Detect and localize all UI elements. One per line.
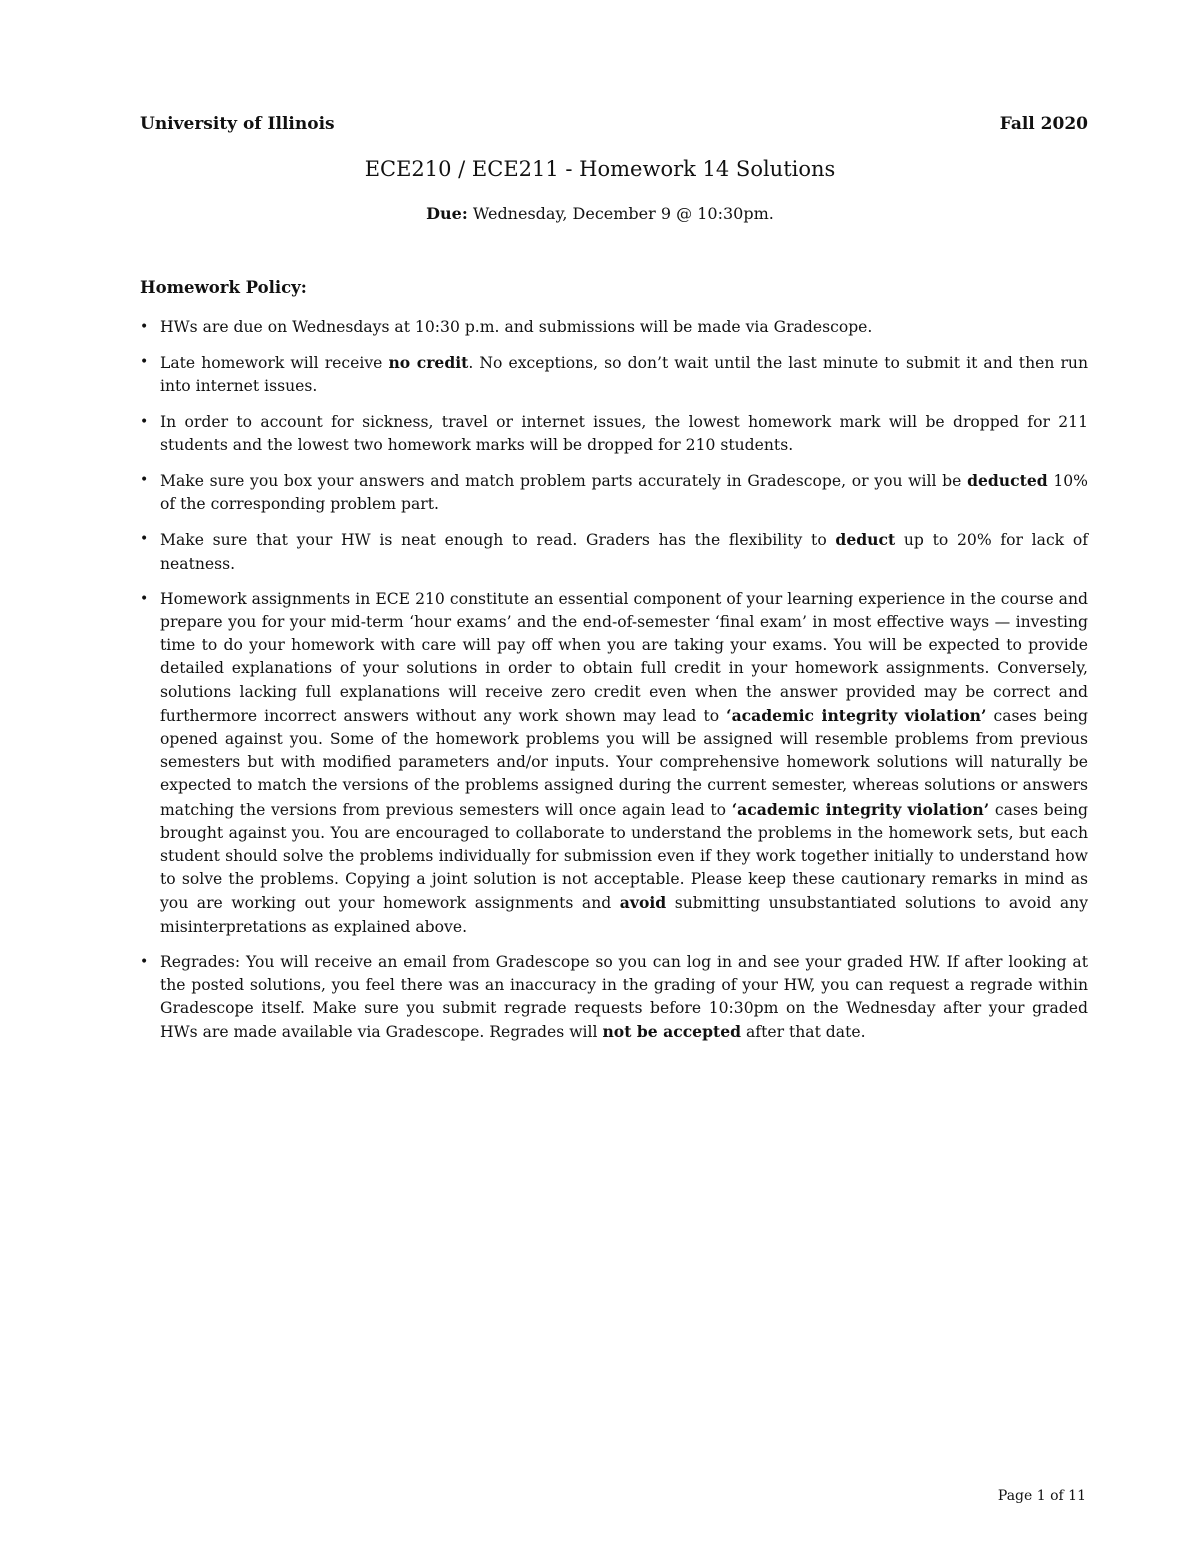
document-header (140, 114, 1088, 134)
policy-emphasis: avoid (619, 893, 667, 913)
policy-item (140, 411, 1088, 457)
bullet-icon: • (140, 319, 149, 335)
policy-text: Late homework will receive (160, 354, 389, 373)
policy-item (140, 469, 1088, 516)
policy-emphasis: no credit (388, 353, 469, 373)
due-line (0, 204, 1200, 223)
bullet-icon: • (140, 354, 149, 371)
institution-name: University of Illinois (140, 114, 335, 134)
policy-emphasis: ‘academic integrity violation’ (731, 799, 990, 819)
policy-text: Make sure that your HW is neat enough to read. Graders has the flexibility to (160, 531, 836, 550)
policy-text: up to 20% for lack of neatness. (160, 531, 1088, 573)
policy-item (140, 528, 1088, 575)
policy-heading: Homework Policy: (140, 278, 307, 297)
policy-text: Make sure you box your answers and match problem parts accurately in Gradescope, or you will be (160, 472, 968, 491)
policy-text: submitting unsubstantiated solutions to avoid any misinterpretations as explained above. (160, 894, 1089, 936)
policy-emphasis: deduct (835, 530, 896, 550)
term-label: Fall 2020 (999, 114, 1088, 134)
policy-text: In order to account for sickness, travel or internet issues, the lowest homework mark will be dropped for 211 students and the lowest two homework marks will be dropped for 210 students. (160, 412, 1088, 454)
policy-emphasis: ‘academic integrity violation’ (726, 705, 987, 725)
due-text: Wednesday, December 9 @ 10:30pm. (472, 204, 774, 223)
policy-text: Homework assignments in ECE 210 constitute an essential component of your learning experience in the course and prepare you for your mid-term ‘hour exams’ and the end-of-semester ‘final exam’ in most effective ways — investing time to do your homework with care will pay off when you are taking your exams. You will be expected to provide detailed explanations of your solutions in order to obtain full credit in your homework assignments. Conversely, solutions lacking full explanations will receive zero credit even when the answer provided may be correct and furthermore incorrect answers without any work shown may lead to (160, 589, 1088, 725)
document-title: ECE210 / ECE211 - Homework 14 Solutions (364, 157, 836, 181)
policy-emphasis: not be accepted (602, 1022, 742, 1042)
policy-text: after that date. (741, 1023, 866, 1042)
policy-text: cases being brought against you. You are encouraged to collaborate to understand the problems in the homework sets, but each student should solve the problems individually for submission even if they work together initially to understand how to solve the problems. Copying a joint solution is not acceptable. Please keep these cautionary remarks in mind as you are working out your homework assignments and (160, 800, 1088, 913)
policy-text: HWs are due on Wednesdays at 10:30 p.m. and submissions will be made via Gradescope. (160, 318, 873, 336)
policy-item (140, 588, 1088, 939)
policy-item (140, 351, 1088, 398)
policy-emphasis: deducted (967, 471, 1048, 491)
due-label: Due: (426, 204, 468, 223)
policy-text: 10% of the corresponding problem part. (160, 472, 1088, 514)
policy-item (140, 951, 1088, 1045)
bullet-icon: • (140, 413, 149, 430)
policy-text: cases being opened against you. Some of the homework problems you will be assigned will resemble problems from previous semesters but with modified parameters and/or inputs. Your comprehensive homework solutions will naturally be expected to match the versions of the problems assigned during the current semester, whereas solutions or answers matching the versions from previous semesters will once again lead to (160, 706, 1088, 819)
policy-list (140, 316, 1088, 1057)
policy-item (140, 316, 1088, 339)
bullet-icon: • (140, 472, 149, 489)
policy-text: . No exceptions, so don’t wait until the last minute to submit it and then run into internet issues. (160, 354, 1088, 396)
page-number: Page 1 of 11 (997, 1488, 1086, 1504)
bullet-icon: • (140, 531, 149, 548)
bullet-icon: • (140, 953, 149, 970)
policy-text: Regrades: You will receive an email from Gradescope so you can log in and see your graded HW. If after looking at the posted solutions, you feel there was an inaccuracy in the grading of your HW, you can request a regrade within Gradescope itself. Make sure you submit regrade requests before 10:30pm on the Wednesday after your graded HWs are made available via Gradescope. Regrades will (160, 952, 1088, 1042)
bullet-icon: • (140, 590, 149, 607)
